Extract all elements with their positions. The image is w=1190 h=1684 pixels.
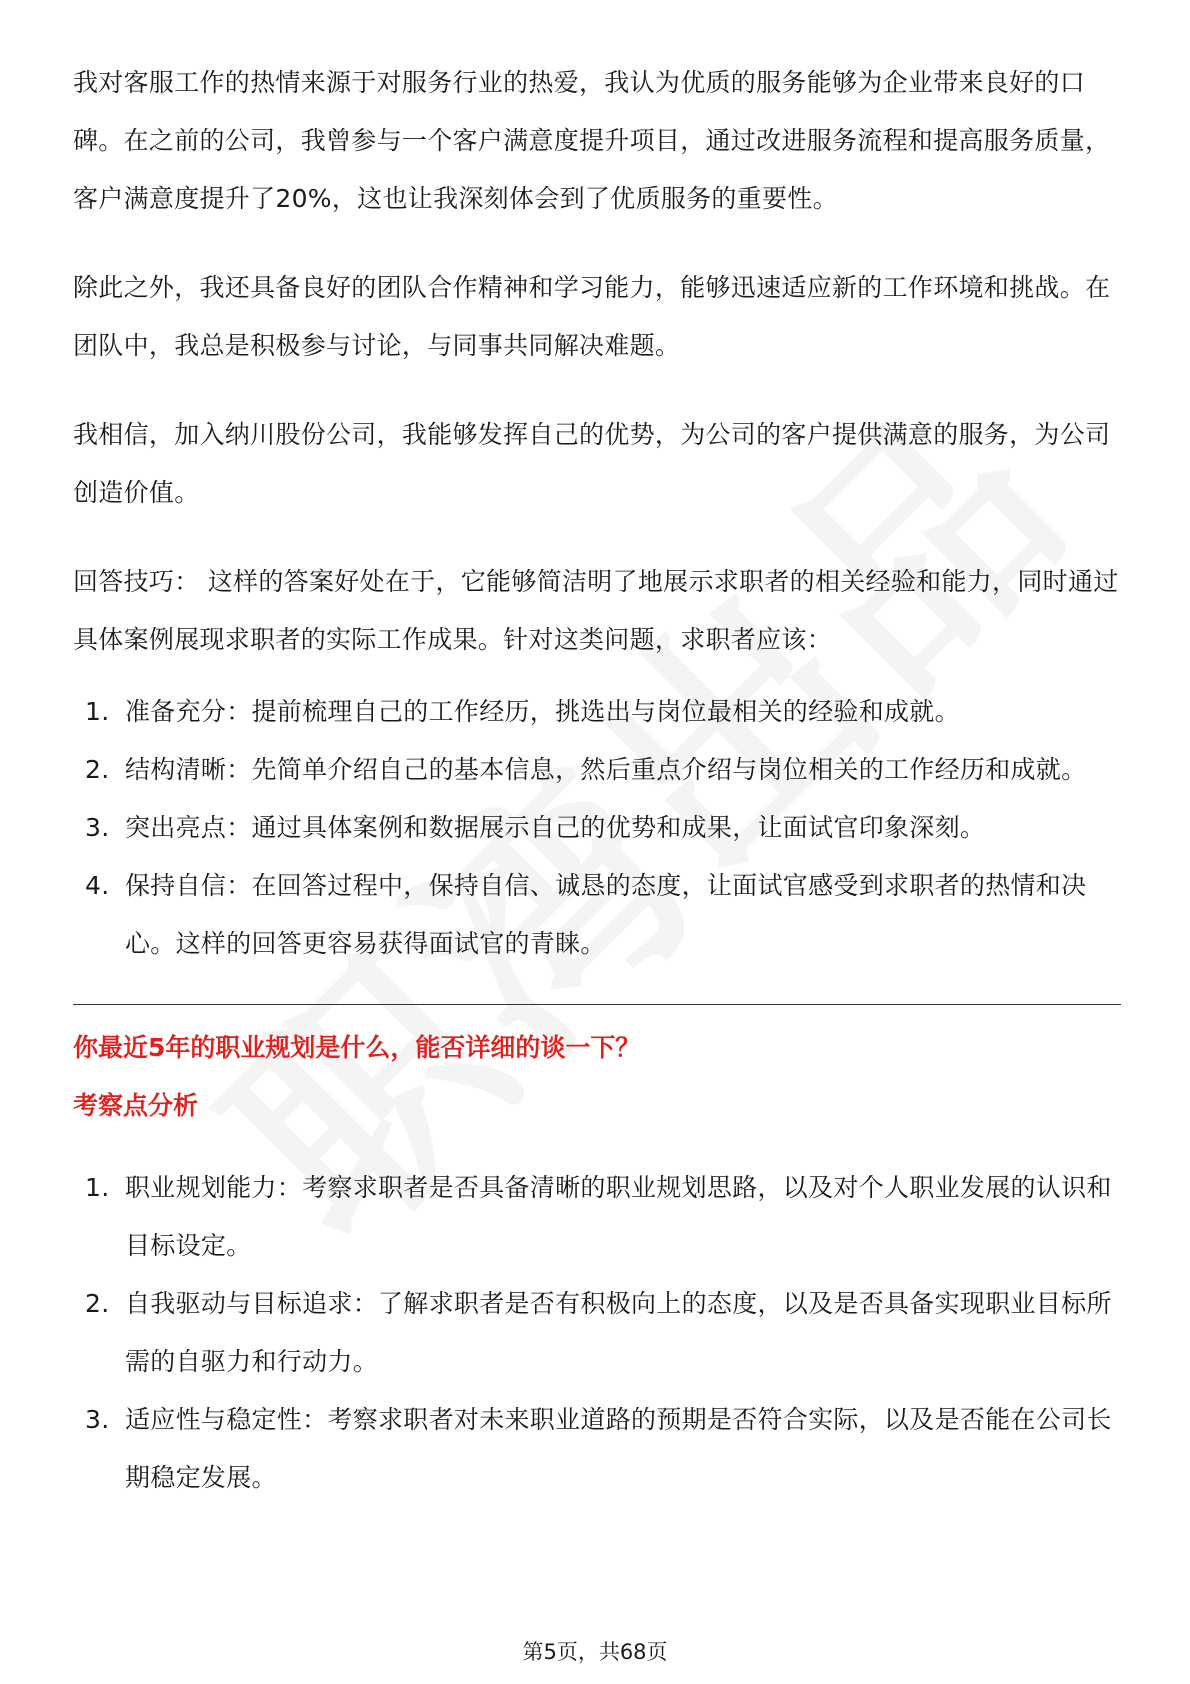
- list-number: 3.: [85, 813, 110, 842]
- list-number: 3.: [85, 1405, 110, 1434]
- list-number: 2.: [85, 755, 110, 784]
- document-body: [73, 54, 1121, 1538]
- list-item: [73, 1159, 1121, 1275]
- list-item: [73, 1275, 1121, 1391]
- list-item: [73, 857, 1121, 973]
- tips-list: [73, 683, 1121, 973]
- list-number: 1.: [85, 1173, 110, 1202]
- list-item: [73, 683, 1121, 741]
- list-item-text: 保持自信：在回答过程中，保持自信、诚恳的态度，让面试官感受到求职者的热情和决心。这样的回答更容易获得面试官的青睐。: [125, 871, 1087, 958]
- analysis-heading: 考察点分析: [73, 1091, 199, 1120]
- list-item-text: 自我驱动与目标追求：了解求职者是否有积极向上的态度，以及是否具备实现职业目标所需的自驱力和行动力。: [125, 1289, 1112, 1376]
- list-number: 2.: [85, 1289, 110, 1318]
- paragraph: 我对客服工作的热情来源于对服务行业的热爱，我认为优质的服务能够为企业带来良好的口碑。在之前的公司，我曾参与一个客户满意度提升项目，通过改进服务流程和提高服务质量，客户满意度提升了20%，这也让我深刻体会到了优质服务的重要性。: [73, 68, 1111, 213]
- analysis-points-list: [73, 1159, 1121, 1507]
- question-title: 你最近5年的职业规划是什么，能否详细的谈一下？: [73, 1033, 641, 1062]
- page-number: 第5页，共68页: [522, 1640, 668, 1664]
- list-item: [73, 741, 1121, 799]
- list-item-text: 突出亮点：通过具体案例和数据展示自己的优势和成果，让面试官印象深刻。: [125, 813, 986, 842]
- list-item-text: 准备充分：提前梳理自己的工作经历，挑选出与岗位最相关的经验和成就。: [125, 697, 960, 726]
- paragraph: 我相信，加入纳川股份公司，我能够发挥自己的优势，为公司的客户提供满意的服务，为公司创造价值。: [73, 420, 1111, 507]
- section-divider: [73, 1004, 1121, 1005]
- answer-tips-intro: 回答技巧： 这样的答案好处在于，它能够简洁明了地展示求职者的相关经验和能力，同时通过具体案例展现求职者的实际工作成果。针对这类问题，求职者应该：: [73, 567, 1119, 654]
- list-item-text: 结构清晰：先简单介绍自己的基本信息，然后重点介绍与岗位相关的工作经历和成就。: [125, 755, 1087, 784]
- list-number: 4.: [85, 871, 110, 900]
- list-item: [73, 1391, 1121, 1507]
- list-item: [73, 799, 1121, 857]
- list-item-text: 适应性与稳定性：考察求职者对未来职业道路的预期是否符合实际，以及是否能在公司长期稳定发展。: [125, 1405, 1112, 1492]
- list-item-text: 职业规划能力：考察求职者是否具备清晰的职业规划思路，以及对个人职业发展的认识和目标设定。: [125, 1173, 1112, 1260]
- paragraph: 除此之外，我还具备良好的团队合作精神和学习能力，能够迅速适应新的工作环境和挑战。在团队中，我总是积极参与讨论，与同事共同解决难题。: [73, 273, 1111, 360]
- list-number: 1.: [85, 697, 110, 726]
